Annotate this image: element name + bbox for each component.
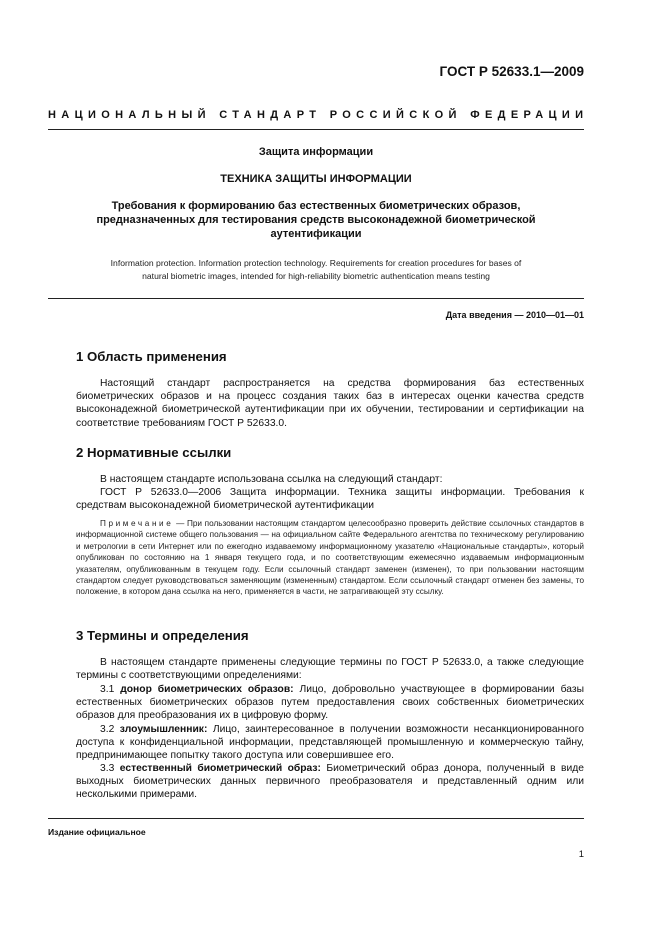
subtitle-protection: Защита информации [258,146,374,158]
document-number: ГОСТ Р 52633.1—2009 [439,64,584,79]
page-number: 1 [578,849,584,860]
top-divider [48,129,584,130]
section2-intro-text: В настоящем стандарте использована ссылка на следующий стандарт: [100,474,443,485]
term-3-1 [76,683,584,723]
term-name: естественный биометрический образ: [119,763,321,774]
section3-heading: 3 Термины и определения [76,628,249,643]
section1-text-content: Настоящий стандарт распространяется на средства формирования баз естественных биометрических образов и на процесс создания таких баз в интересах оценки качества средств высоконадежной биометрической аутентификации при их обучении, тестировании и сертификации на соответствие требованиям ГОСТ Р 52633.0. [76,378,584,429]
term-definition: Лицо, заинтересованное в получении возможности несанкционированного доступа к конфиденциальной информации, представляющей промышленную и коммерческую тайну, предпринимающее попытку такого доступа или совершившее его. [76,724,584,762]
section1-heading: 1 Область применения [76,349,227,364]
english-title-line: natural biometric images, intended for high-reliability biometric authentication means testing [142,270,490,281]
title-line: аутентификации [270,228,362,240]
term-number: 3.1 [100,684,115,695]
section2-note [76,518,584,598]
section2-intro [76,473,584,486]
title-divider [48,298,584,299]
subtitle-technique: ТЕХНИКА ЗАЩИТЫ ИНФОРМАЦИИ [220,173,412,185]
section2-reference-text: ГОСТ Р 52633.0—2006 Защита информации. Техника защиты информации. Требования к средствам высоконадежной биометрической аутентификации [76,487,584,512]
footer-divider [48,818,584,819]
introduction-date: Дата введения — 2010—01—01 [445,310,584,320]
official-edition: Издание официальное [48,827,146,837]
term-definition: Лицо, добровольно участвующее в формировании базы естественных биометрических образов путем предоставления своих собственных биометрических образов для преобразования их в цифровую форму. [76,684,584,722]
term-name: злоумышленник: [119,724,208,735]
section2-heading: 2 Нормативные ссылки [76,445,232,460]
section2-reference [76,486,584,512]
document-title [48,199,584,241]
term-number: 3.2 [100,724,115,735]
term-name: донор биометрических образов: [120,684,294,695]
term-3-2 [76,723,584,763]
term-3-3 [76,762,584,802]
term-number: 3.3 [100,763,115,774]
english-title-line: Information protection. Information protection technology. Requirements for creation procedures for bases of [110,258,522,268]
section3-intro-text: В настоящем стандарте применены следующие термины по ГОСТ Р 52633.0, а также следующие термины с соответствующими определениями: [76,657,584,682]
term-definition: Биометрический образ донора, полученный в виде выходных биометрических данных первичного преобразователя и представленный одним или несколькими примерами. [76,763,584,801]
section3-intro [76,656,584,682]
title-line: предназначенных для тестирования средств высоконадежной биометрической [96,214,536,226]
english-title [48,257,584,282]
section1-text [76,377,584,430]
note-text: — При пользовании настоящим стандартом целесообразно проверить действие ссылочных стандартов в информационной системе общего пользования — на официальном сайте Федерального агентства по техническому регулированию и метрологии в сети Интернет или по ежегодно издаваемому информационному указателю «Национальные стандарты», который опубликован по состоянию на 1 января текущего года, и по соответствующим ежемесячно издаваемым информационным указателям, опубликованным в текущем году. Если ссылочный стандарт заменен (изменен), то при пользовании настоящим стандартом следует руководствоваться заменяющим (измененным) стандартом. Если ссылочный стандарт отменен без замены, то положение, в котором дана ссылка на него, применяется в части, не затрагивающей эту ссылку. [76,519,584,597]
national-standard-banner: НАЦИОНАЛЬНЫЙ СТАНДАРТ РОССИЙСКОЙ ФЕДЕРАЦИИ [48,109,589,121]
note-label: Примечание [100,519,174,528]
title-line: Требования к формированию баз естественных биометрических образов, [111,200,521,212]
